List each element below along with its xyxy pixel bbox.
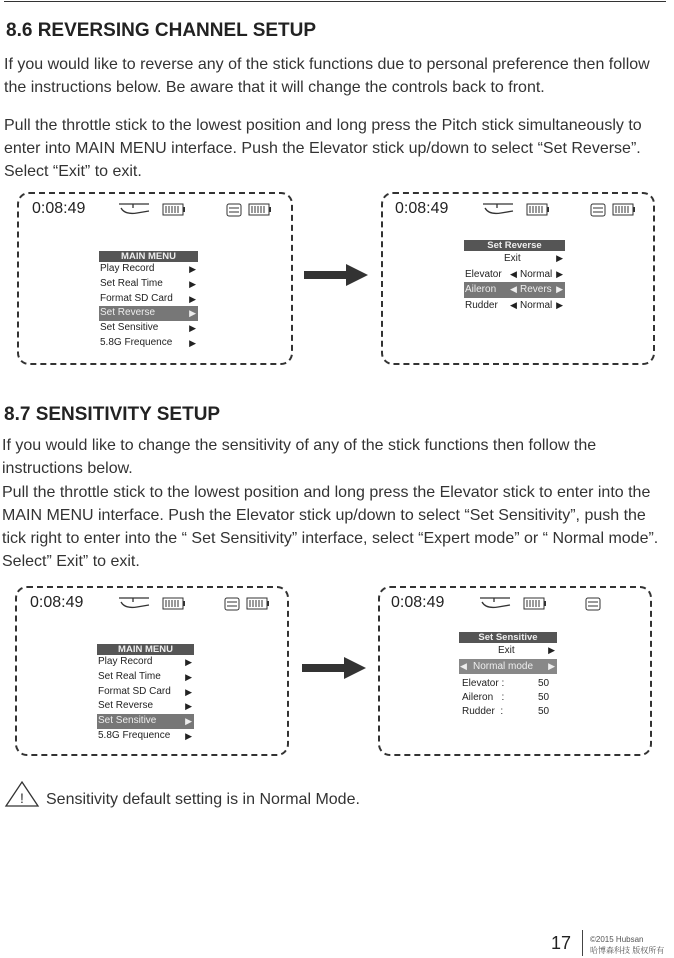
channel-value: Normal <box>520 268 553 280</box>
screen-main-menu-1 <box>17 192 293 365</box>
transmitter-icon <box>591 204 605 216</box>
triangle-left-icon: ◀ <box>460 660 467 671</box>
triangle-right-icon: ▶ <box>185 671 192 682</box>
exit-label: Exit <box>498 645 515 656</box>
footer-divider <box>582 930 583 956</box>
triangle-right-icon: ▶ <box>185 686 192 697</box>
menu-item-set-reverse[interactable] <box>97 699 194 714</box>
menu-item-play-record[interactable] <box>97 655 194 670</box>
menu-title: MAIN MENU <box>99 251 198 262</box>
battery-icon <box>163 598 185 609</box>
helicopter-icon <box>480 598 510 607</box>
battery-icon <box>247 598 269 609</box>
triangle-right-icon: ▶ <box>189 308 196 319</box>
reversing-instructions: Pull the throttle stick to the lowest position and long press the Pitch stick simultaneously to enter into MAIN MENU interface. Push the Elevator stick up/down to select “Set Reverse”. Select “Exit” to exit. <box>4 117 642 180</box>
helicopter-icon <box>119 598 149 607</box>
transmitter-icon <box>586 598 600 610</box>
menu-item-58g-frequence[interactable] <box>97 729 194 744</box>
sensitivity-row-rudder <box>459 705 557 719</box>
triangle-left-icon: ◀ <box>510 299 517 310</box>
sensitivity-row-elevator <box>459 677 557 691</box>
time-display: 0:08:49 <box>395 200 449 217</box>
channel-label: Aileron <box>465 284 497 295</box>
top-rule <box>4 1 666 2</box>
triangle-right-icon: ▶ <box>189 293 196 304</box>
triangle-right-icon: ▶ <box>556 299 563 310</box>
reverse-row-elevator[interactable] <box>464 267 565 283</box>
menu-item-exit[interactable] <box>464 251 565 267</box>
triangle-right-icon: ▶ <box>556 268 563 279</box>
sensitivity-row-aileron <box>459 691 557 705</box>
menu-title: Set Sensitive <box>459 632 557 643</box>
menu-item-label: Format SD Card <box>98 685 171 697</box>
copyright-line: ©2015 Hubsan <box>590 935 644 944</box>
triangle-right-icon: ▶ <box>185 730 192 741</box>
menu-item-set-real-time[interactable] <box>99 277 198 292</box>
svg-text:!: ! <box>20 790 24 806</box>
sensitivity-instructions: Pull the throttle stick to the lowest position and long press the Elevator stick to enter into the MAIN MENU interface. Push the Elevator stick up/down to select “Set Sensitivity”, push the tick right to enter into the “ Set Sensitivity” interface, select “Expert mode” or “ Normal mode”. Select” Exit” to exit. <box>2 484 659 570</box>
triangle-right-icon: ▶ <box>189 264 196 274</box>
battery-icon <box>249 204 271 215</box>
transmitter-icon <box>227 204 241 216</box>
reverse-menu <box>464 240 565 313</box>
menu-item-label: Set Sensitive <box>100 322 159 334</box>
triangle-right-icon: ▶ <box>548 645 555 655</box>
triangle-right-icon: ▶ <box>189 323 196 334</box>
triangle-right-icon: ▶ <box>189 278 196 289</box>
triangle-left-icon: ◀ <box>510 268 517 279</box>
battery-icon <box>527 204 549 215</box>
screen-main-menu-2 <box>15 586 289 756</box>
menu-item-label: 5.8G Frequence <box>100 336 173 348</box>
channel-label: Aileron : <box>462 692 505 703</box>
sensitive-menu <box>459 632 557 719</box>
channel-value: 50 <box>538 706 550 717</box>
menu-item-label: 5.8G Frequence <box>98 729 171 741</box>
menu-item-label: Play Record <box>100 263 155 274</box>
triangle-right-icon: ▶ <box>185 716 192 727</box>
status-icons <box>479 200 639 220</box>
menu-item-label: Set Real Time <box>100 277 163 289</box>
reversing-intro: If you would like to reverse any of the stick functions due to personal preference then follow the instructions below. Be aware that it will change the controls back to front. <box>4 56 650 96</box>
transmitter-icon <box>225 598 239 610</box>
triangle-right-icon: ▶ <box>548 660 555 671</box>
main-menu <box>99 251 198 351</box>
copyright <box>590 934 664 956</box>
warning-triangle-icon <box>4 780 40 808</box>
menu-item-label: Set Reverse <box>100 307 156 319</box>
main-menu <box>97 644 194 744</box>
menu-item-format-sd-card[interactable] <box>97 685 194 700</box>
mode-value: Normal mode <box>473 660 534 672</box>
channel-value: 50 <box>538 692 550 703</box>
channel-label: Rudder <box>465 299 498 311</box>
menu-item-label: Play Record <box>98 656 153 667</box>
screen-set-sensitive <box>378 586 652 756</box>
arrow-right-icon <box>300 655 368 681</box>
time-display: 0:08:49 <box>391 594 445 611</box>
triangle-right-icon: ▶ <box>185 657 192 667</box>
helicopter-icon <box>483 204 513 213</box>
triangle-left-icon: ◀ <box>510 284 517 294</box>
menu-item-exit[interactable] <box>459 643 557 659</box>
reverse-row-rudder[interactable] <box>464 298 565 314</box>
menu-item-58g-frequence[interactable] <box>99 336 198 351</box>
channel-value: Revers <box>520 284 552 295</box>
triangle-right-icon: ▶ <box>189 337 196 348</box>
menu-title: Set Reverse <box>464 240 565 251</box>
sensitivity-intro: If you would like to change the sensitivity of any of the stick functions then follow the instructions below. <box>2 437 597 477</box>
section-heading-sensitivity: 8.7 SENSITIVITY SETUP <box>4 404 221 425</box>
menu-item-set-reverse[interactable] <box>99 306 198 321</box>
channel-label: Rudder : <box>462 706 504 717</box>
screen-set-reverse <box>381 192 655 365</box>
battery-icon <box>613 204 635 215</box>
triangle-right-icon: ▶ <box>185 701 192 712</box>
menu-item-set-sensitive[interactable] <box>97 714 194 729</box>
menu-item-set-real-time[interactable] <box>97 670 194 685</box>
battery-icon <box>163 204 185 215</box>
channel-value: Normal <box>520 299 553 311</box>
battery-icon <box>524 598 546 609</box>
status-icons <box>115 200 275 220</box>
section-heading-reversing: 8.6 REVERSING CHANNEL SETUP <box>6 20 317 41</box>
arrow-right-icon <box>302 262 370 288</box>
menu-item-set-sensitive[interactable] <box>99 321 198 336</box>
triangle-right-icon: ▶ <box>556 284 563 294</box>
exit-label: Exit <box>504 253 521 264</box>
menu-title: MAIN MENU <box>97 644 194 655</box>
channel-value: 50 <box>538 678 550 689</box>
status-icons <box>115 594 275 614</box>
status-icons <box>476 594 606 614</box>
menu-item-play-record[interactable] <box>99 262 198 277</box>
menu-item-label: Set Reverse <box>98 700 154 712</box>
reverse-row-aileron[interactable] <box>464 282 565 298</box>
menu-item-label: Format SD Card <box>100 292 173 304</box>
sensitivity-note: Sensitivity default setting is in Normal Mode. <box>46 791 360 808</box>
channel-label: Elevator <box>465 268 502 280</box>
menu-item-label: Set Sensitive <box>98 715 157 727</box>
channel-label: Elevator : <box>462 678 505 689</box>
menu-item-format-sd-card[interactable] <box>99 292 198 307</box>
time-display: 0:08:49 <box>32 200 86 217</box>
mode-selector[interactable] <box>459 659 557 675</box>
helicopter-icon <box>119 204 149 213</box>
triangle-right-icon: ▶ <box>556 253 563 263</box>
page-number: 17 <box>551 933 572 953</box>
time-display: 0:08:49 <box>30 594 84 611</box>
company-line: 哈博森科技 版权所有 <box>590 946 665 955</box>
menu-item-label: Set Real Time <box>98 670 161 682</box>
